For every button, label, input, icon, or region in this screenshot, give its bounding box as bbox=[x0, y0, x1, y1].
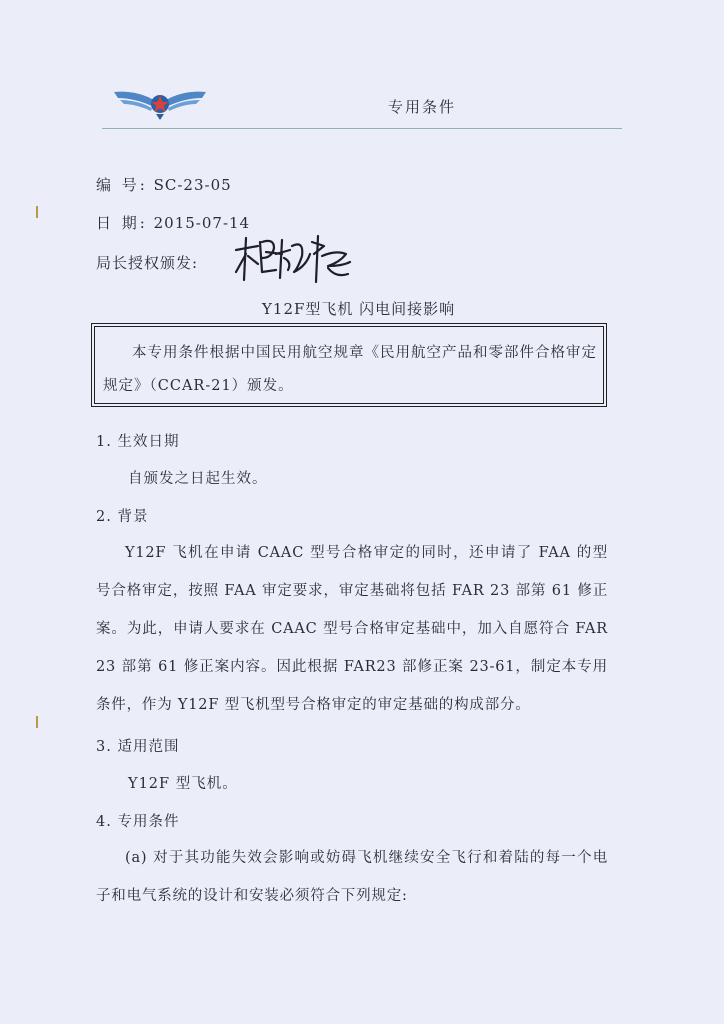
number-label: 编 号: bbox=[96, 176, 148, 194]
number-value: SC-23-05 bbox=[153, 176, 232, 194]
date-label: 日 期: bbox=[96, 214, 148, 232]
document-title: Y12F型飞机 闪电间接影响 bbox=[262, 300, 456, 318]
caac-logo bbox=[112, 84, 208, 122]
issuer-line bbox=[96, 252, 198, 273]
section-body-scope: Y12F 型飞机。 bbox=[128, 776, 238, 792]
section-heading-special-conditions: 4. 专用条件 bbox=[96, 814, 180, 830]
special-conditions-paragraph: (a) 对于其功能失效会影响或妨碍飞机继续安全飞行和着陆的每一个电子和电气系统的设计和安装必须符合下列规定: bbox=[96, 850, 608, 904]
section-heading-effective-date: 1. 生效日期 bbox=[96, 434, 180, 450]
header-title: 专用条件 bbox=[388, 98, 457, 116]
section-body-background bbox=[96, 534, 608, 724]
section-body-effective-date: 自颁发之日起生效。 bbox=[128, 471, 268, 487]
issuance-notice: 本专用条件根据中国民用航空规章《民用航空产品和零部件合格审定规定》（CCAR-21）颁发。 bbox=[103, 345, 597, 394]
scan-artifact bbox=[36, 716, 38, 728]
section-body-special-conditions bbox=[96, 839, 608, 915]
section-heading-background: 2. 背景 bbox=[96, 509, 149, 525]
scan-artifact bbox=[36, 206, 38, 218]
issuer-label: 局长授权颁发: bbox=[96, 254, 199, 272]
handwritten-signature bbox=[232, 232, 356, 284]
header-divider bbox=[102, 128, 622, 129]
document-number bbox=[96, 174, 232, 195]
section-heading-scope: 3. 适用范围 bbox=[96, 739, 180, 755]
date-value: 2015-07-14 bbox=[153, 214, 251, 232]
document-date bbox=[96, 212, 250, 233]
issuance-notice-box bbox=[94, 326, 604, 404]
background-paragraph: Y12F 飞机在申请 CAAC 型号合格审定的同时，还申请了 FAA 的型号合格审定，按照 FAA 审定要求，审定基础将包括 FAR 23 部第 61 修正案。为此，申请人要求在 CAAC 型号合格审定基础中，加入自愿符合 FAR 23 部第 61 修正案内容。因此根据 FAR23 部修正案 23-61，制定本专用条件，作为 Y12F 型飞机型号合格审定的审定基础的构成部分。 bbox=[96, 545, 608, 713]
